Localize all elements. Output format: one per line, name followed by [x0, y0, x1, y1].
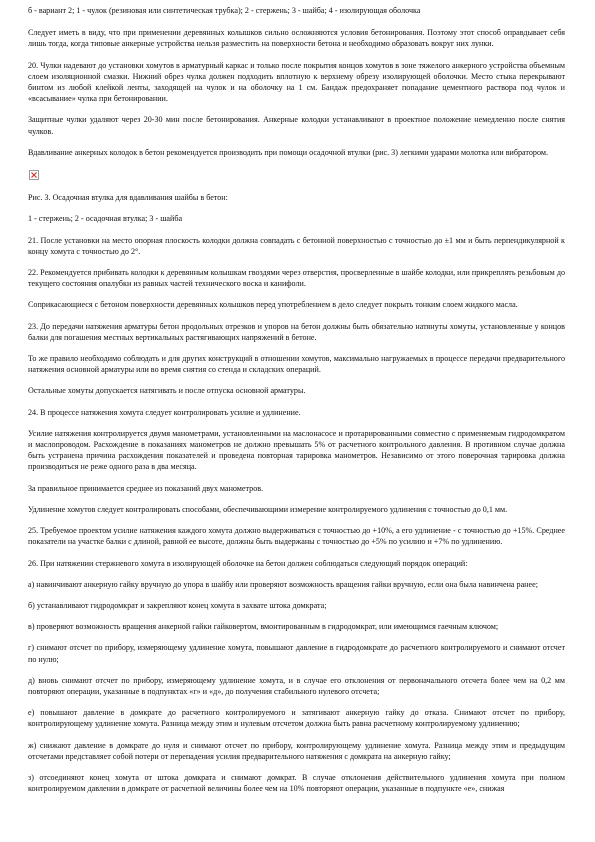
paragraph: То же правило необходимо соблюдать и для других конструкций в отношении хомутов, максимально нагружаемых в процессе передачи предварительного натяжения основной арматуры или во время снятия со стенда и складских операций.	[28, 354, 565, 375]
paragraph-item-23: 23. До передачи натяжения арматуры бетон продольных отрезков и упоров на бетон должны быть обязательно натянуты хомуты, установленные у концов балки для погашения местных вертикальных растягивающих напряжений в бетоне.	[28, 321, 565, 342]
figure-3-legend: 1 - стержень; 2 - осадочная втулка; 3 - шайба	[28, 214, 183, 224]
paragraph: Защитные чулки удаляют через 20-30 мин после бетонирования. Анкерные колодки устанавливают в проектное положение немедленно после снятия чулков.	[28, 115, 565, 136]
paragraph-item-22: 22. Рекомендуется прибивать колодки к деревянным колышкам гвоздями через отверстия, просверленные в шайбе колодки, или прикреплять резьбовым до текущего состояния опалубки из равных частей технического воска и канифоли.	[28, 268, 565, 289]
list-item-b: б) устанавливают гидродомкрат и закрепляют конец хомута в захвате штока домкрата;	[28, 600, 327, 610]
paragraph: Вдавливание анкерных колодок в бетон рекомендуется производить при помощи осадочной втулки (рис. 3) легкими ударами молотка или вибратором.	[28, 147, 548, 157]
broken-image-icon	[29, 170, 39, 180]
list-item-zh: ж) снижают давление в домкрате до нуля и снимают отсчет по прибору, контролирующему удлинение хомута. Разница между этим и предыдущим отсчетами представляет собой потери от перепадения усилия предварительного натяжения с домкрата на анкерную гайку;	[28, 740, 565, 761]
list-item-a: а) навинчивают анкерную гайку вручную до упора в шайбу или проверяют возможность вращения гайки вручную, если она была навинчена ранее;	[28, 579, 538, 589]
list-item-z: з) отсоединяют конец хомута от штока домкрата и снимают домкрат. В случае отклонения действительного удлинения хомута при полном контролируемом давлении в домкрате от расчетной величины более чем на 10% повторяют операции, указанные в подпункте «е», снижая	[28, 772, 565, 794]
figure-3-caption: Рис. 3. Осадочная втулка для вдавливания шайбы в бетон:	[28, 193, 228, 203]
paragraph: Остальные хомуты допускается натягивать и после отпуска основной арматуры.	[28, 386, 306, 396]
figure-caption-variant: б - вариант 2; 1 - чулок (резиновая или синтетическая трубка); 2 - стержень; 3 - шайба; 4 - изолирующая оболочка	[28, 6, 421, 15]
paragraph-item-24: 24. В процессе натяжения хомута следует контролировать усилие и удлинение.	[28, 407, 301, 417]
paragraph: Соприкасающиеся с бетоном поверхности деревянных колышков перед употреблением в дело следует покрыть тонким слоем жидкого масла.	[28, 300, 518, 310]
list-item-e: е) повышают давление в домкрате до расчетного контролируемого и затягивают анкерную гайку до отказа. Снимают отсчет по прибору, контролирующему удлинение хомута. Разница между этим и нулевым отсчетом должна быть равна расчетному контролируемому удлинению;	[28, 708, 565, 729]
paragraph-item-20: 20. Чулки надевают до установки хомутов в арматурный каркас и только после покрытия концов хомутов в зоне тяжелого анкерного устройства объемным слоем изоляционной смазки. Нижний обрез чулка должен подходить вплотную к верхнему обрезу изолирующей оболочки. Место стыка перекрывают бинтом из любой клейкой ленты, заходящей на чулок и на оболочку на 1 см. Бандаж предохраняет попадание цементного раствора под чулок и «всасывание» чулка при бетонировании.	[28, 60, 565, 104]
paragraph-item-25: 25. Требуемое проектом усилие натяжения каждого хомута должно выдерживаться с точностью до +10%, а его удлинение - с точностью до +15%. Среднее показатели на участке балки с длиной, равной ее высоте, должны быть выдержаны с точностью до +5% по усилию и +7% по удлинению.	[28, 526, 565, 547]
figure-3-image	[28, 168, 565, 192]
paragraph: За правильное принимается среднее из показаний двух манометров.	[28, 483, 264, 493]
list-item-d: д) вновь снимают отсчет по прибору, измеряющему удлинение хомута, и в случае его отклонения от первоначального отсчета более чем на 0,2 мм повторяют операции, указанные в подпунктах «г» и «д», до получения стабильного нулевого отсчета;	[28, 675, 565, 696]
paragraph: Удлинение хомутов следует контролировать способами, обеспечивающими измерение контролируемого удлинения с точностью до 0,1 мм.	[28, 504, 508, 514]
paragraph: Усилие натяжения контролируется двумя манометрами, установленными на маслонасосе и протарированными совместно с применяемым гидродомкратом и маслопроводом. Расхождение в показаниях манометров не должно превышать 5% от расчетного контрольного давления. В противном случае должна быть устранена причина расхождения показателей и проведена повторная тарировка манометров. Независимо от этого поверочная тарировка должна производиться не реже одного раза в два месяца.	[28, 428, 565, 472]
list-item-v: в) проверяют возможность вращения анкерной гайки гайковертом, вмонтированным в гидродомкрат, или имеющимся гаечным ключом;	[28, 622, 499, 632]
paragraph: Следует иметь в виду, что при применении деревянных колышков сильно осложняются условия бетонирования. Поэтому этот способ оправдывает себя лишь тогда, когда типовые анкерные устройства нельзя разместить на поверхности бетона и необходимо образовать вокруг них лунки.	[28, 28, 565, 49]
paragraph-item-21: 21. После установки на место опорная плоскость колодки должна совпадать с бетонной поверхностью с точностью до ±1 мм и быть перпендикулярной к концу хомута с точностью до 2°.	[28, 235, 565, 256]
list-item-g: г) снимают отсчет по прибору, измеряющему удлинение хомута, повышают давление в гидродомкрате до расчетного контролируемого и снимают отсчет по нулю;	[28, 643, 565, 664]
paragraph-item-26: 26. При натяжении стержневого хомута в изолирующей оболочке на бетон должен соблюдаться следующий порядок операций:	[28, 558, 468, 568]
